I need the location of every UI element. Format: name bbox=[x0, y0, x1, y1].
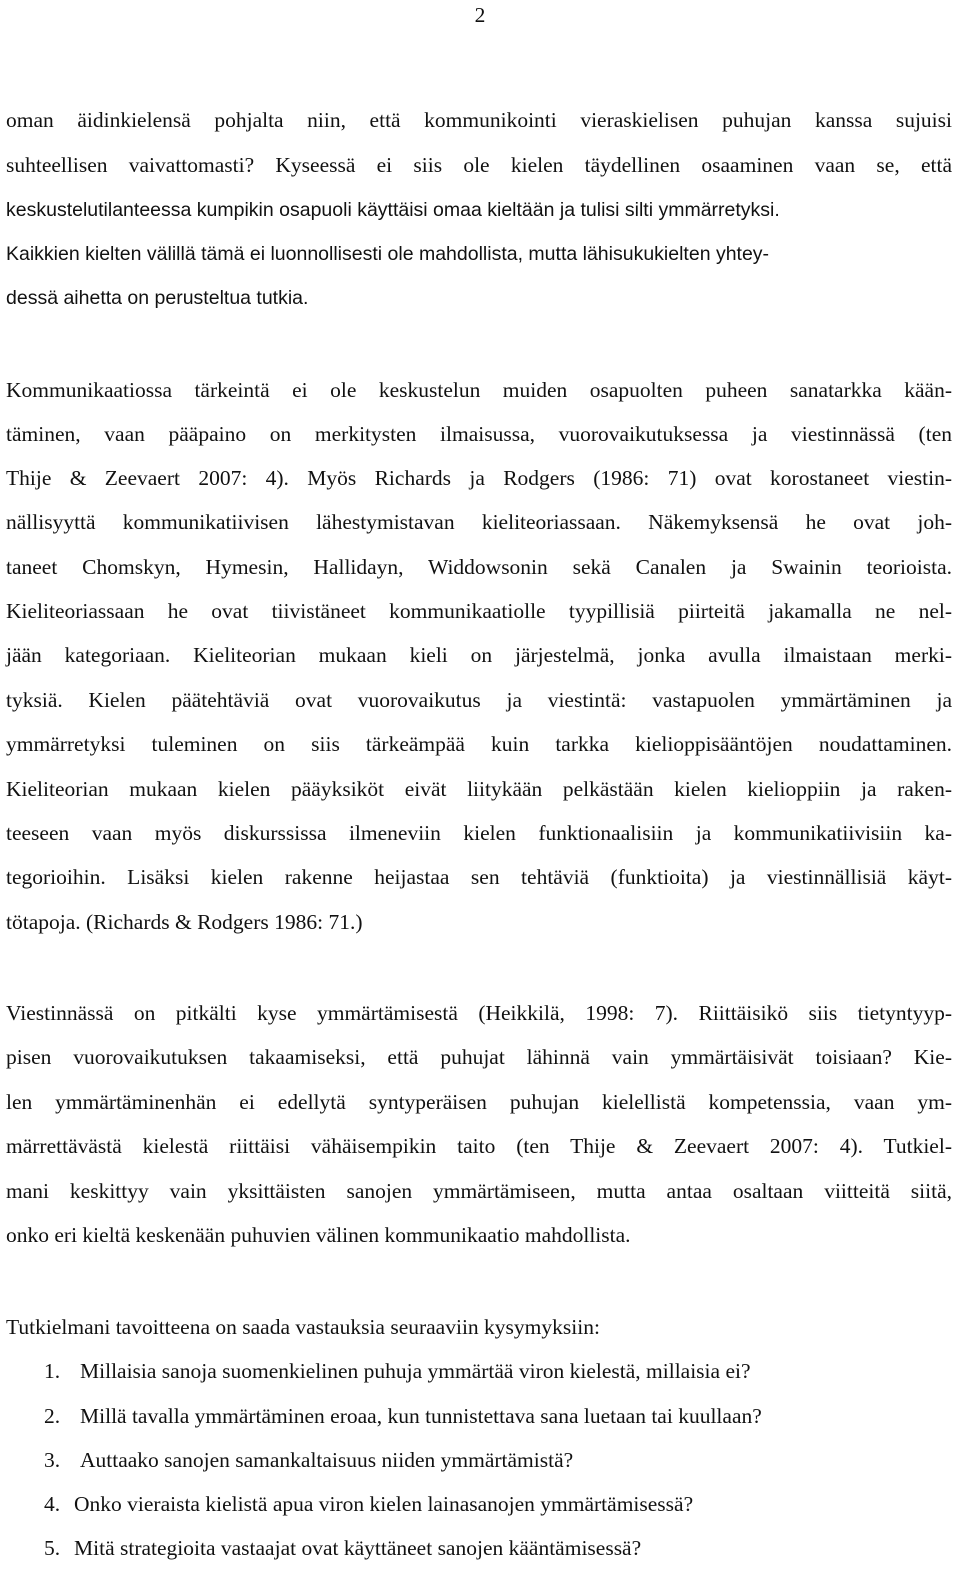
list-number: 4. bbox=[44, 1492, 61, 1516]
text-line: tötapoja. (Richards & Rodgers 1986: 71.) bbox=[6, 910, 363, 934]
text-line: Kieliteoriassaan he ovat tiivistäneet kommunikaatiolle tyypillisiä piirteitä jakamalla ne nel- bbox=[6, 599, 952, 623]
list-item bbox=[44, 1402, 762, 1430]
text-line: täminen, vaan pääpaino on merkitysten ilmaisussa, vuorovaikutuksessa ja viestinnässä (ten bbox=[6, 422, 952, 446]
questions-intro: Tutkielmani tavoitteena on saada vastauksia seuraaviin kysymyksiin: bbox=[6, 1315, 600, 1339]
text-line: nällisyyttä kommunikatiivisen lähestymistavan kieliteoriassaan. Näkemyksensä he ovat joh- bbox=[6, 510, 952, 534]
text-line: oman äidinkielensä pohjalta niin, että kommunikointi vieraskielisen puhujan kanssa sujuisi bbox=[6, 108, 952, 132]
list-item bbox=[44, 1357, 751, 1385]
text-line: taneet Chomskyn, Hymesin, Hallidayn, Widdowsonin sekä Canalen ja Swainin teorioista. bbox=[6, 555, 952, 579]
text-line: keskustelutilanteessa kumpikin osapuoli käyttäisi omaa kieltään ja tulisi silti ymmärretyksi. bbox=[6, 199, 780, 221]
list-item bbox=[44, 1446, 573, 1474]
text-line: Thije & Zeevaert 2007: 4). Myös Richards ja Rodgers (1986: 71) ovat korostaneet viestin- bbox=[6, 466, 952, 490]
text-line: Viestinnässä on pitkälti kyse ymmärtämisestä (Heikkilä, 1998: 7). Riittäisikö siis tietyntyyp- bbox=[6, 1001, 952, 1025]
text-line: len ymmärtäminenhän ei edellytä syntyperäisen puhujan kielellistä kompetenssia, vaan ym- bbox=[6, 1090, 952, 1114]
text-line: Kieliteorian mukaan kielen pääyksiköt eivät liitykään pelkästään kielen kielioppiin ja raken- bbox=[6, 777, 952, 801]
text-line: ymmärretyksi tuleminen on siis tärkeämpää kuin tarkka kielioppisääntöjen noudattaminen. bbox=[6, 732, 952, 756]
text-line: dessä aihetta on perusteltua tutkia. bbox=[6, 287, 309, 309]
page-number: 2 bbox=[474, 3, 486, 27]
list-text: Millä tavalla ymmärtäminen eroaa, kun tunnistettava sana luetaan tai kuullaan? bbox=[80, 1404, 762, 1428]
list-number: 1. bbox=[44, 1359, 61, 1383]
list-text: Auttaako sanojen samankaltaisuus niiden ymmärtämistä? bbox=[80, 1448, 574, 1472]
list-number: 2. bbox=[44, 1404, 61, 1428]
text-line: mani keskittyy vain yksittäisten sanojen ymmärtämiseen, mutta antaa osaltaan viitteitä siitä, bbox=[6, 1179, 952, 1203]
text-line: tegorioihin. Lisäksi kielen rakenne heijastaa sen tehtäviä (funktioita) ja viestinnällisiä käyt- bbox=[6, 865, 952, 889]
text-line: märrettävästä kielestä riittäisi vähäisempikin taito (ten Thije & Zeevaert 2007: 4). Tutkiel- bbox=[6, 1134, 952, 1158]
list-item bbox=[44, 1490, 693, 1518]
text-line: tyksiä. Kielen päätehtäviä ovat vuorovaikutus ja viestintä: vastapuolen ymmärtäminen ja bbox=[6, 688, 952, 712]
list-text: Mitä strategioita vastaajat ovat käyttäneet sanojen kääntämisessä? bbox=[74, 1536, 642, 1560]
text-line: suhteellisen vaivattomasti? Kyseessä ei siis ole kielen täydellinen osaaminen vaan se, että bbox=[6, 153, 952, 177]
text-line: pisen vuorovaikutuksen takaamiseksi, että puhujat lähinnä vain ymmärtäisivät toisiaan? Kie- bbox=[6, 1045, 952, 1069]
text-line: onko eri kieltä keskenään puhuvien välinen kommunikaatio mahdollista. bbox=[6, 1223, 631, 1247]
text-line: jään kategoriaan. Kieliteorian mukaan kieli on järjestelmä, jonka avulla ilmaistaan merki- bbox=[6, 643, 952, 667]
list-item bbox=[44, 1534, 641, 1562]
list-number: 5. bbox=[44, 1536, 61, 1560]
text-line: Kaikkien kielten välillä tämä ei luonnollisesti ole mahdollista, mutta lähisukukielten yhtey- bbox=[6, 243, 770, 265]
text-line: teeseen vaan myös diskurssissa ilmeneviin kielen funktionaalisiin ja kommunikatiivisiin ka- bbox=[6, 821, 952, 845]
list-text: Millaisia sanoja suomenkielinen puhuja ymmärtää viron kielestä, millaisia ei? bbox=[80, 1359, 751, 1383]
list-number: 3. bbox=[44, 1448, 61, 1472]
text-line: Kommunikaatiossa tärkeintä ei ole keskustelun muiden osapuolten puheen sanatarkka kään- bbox=[6, 378, 952, 402]
list-text: Onko vieraista kielistä apua viron kielen lainasanojen ymmärtämisessä? bbox=[74, 1492, 694, 1516]
